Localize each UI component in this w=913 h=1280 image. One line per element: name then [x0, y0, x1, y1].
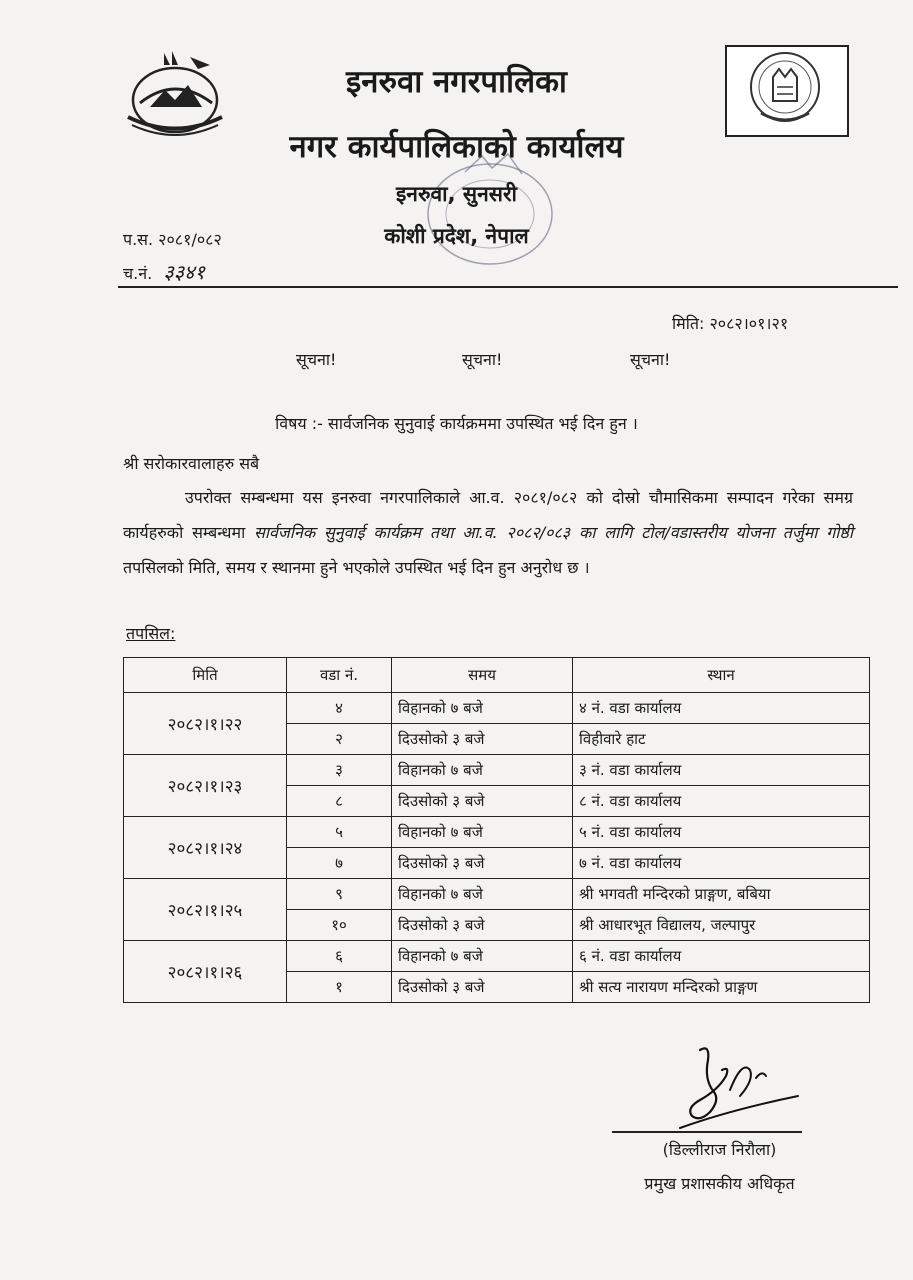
schedule-label: तपसिल: — [126, 624, 176, 643]
schedule-table — [123, 657, 870, 1003]
header-divider — [118, 286, 898, 288]
notice-heading-3: सूचना! — [630, 350, 671, 369]
signatory-name: (डिल्लीराज निरौला) — [662, 1140, 777, 1159]
body-text-italic: सार्वजनिक सुनुवाई कार्यक्रम तथा आ.व. २०८२/०८३ का लागि टोल/वडास्तरीय योजना तर्जुमा गोष्ठी — [254, 523, 853, 542]
reference-ps — [123, 228, 222, 250]
cell-ward: ७ — [287, 848, 392, 879]
body-text-1: उपरोक्त सम्बन्धमा यस इनरुवा नगरपालिकाले आ.व. २०८१/०८२ को दोस्रो चौमासिकमा सम्पादन गरेका समग्र कार्यहरुको सम्बन्धमा — [123, 488, 853, 542]
notice-heading-2: सूचना! — [462, 350, 503, 369]
cell-date: २०८२।१।२२ — [124, 693, 287, 755]
cn-value: ३३४१ — [163, 260, 205, 284]
ps-label: प.स. — [123, 230, 154, 249]
header-time: समय — [392, 658, 573, 693]
salutation: श्री सरोकारवालाहरु सबै — [123, 454, 260, 473]
cell-time: दिउसोको ३ बजे — [392, 724, 573, 755]
subject-line: विषय :- सार्वजनिक सुनुवाई कार्यक्रममा उपस्थित भई दिन हुन । — [275, 414, 638, 433]
office-stamp — [410, 152, 570, 272]
signature-line — [612, 1131, 802, 1133]
letter-date: मिति: २०८२।०१।२१ — [672, 314, 789, 333]
cell-time: दिउसोको ३ बजे — [392, 910, 573, 941]
cell-date: २०८२।१।२४ — [124, 817, 287, 879]
cell-ward: ४ — [287, 693, 392, 724]
body-paragraph — [123, 480, 853, 585]
ps-value: २०८१/०८२ — [158, 230, 222, 249]
cell-ward: ३ — [287, 755, 392, 786]
address-line-1: इनरुवा, सुनसरी — [395, 182, 517, 206]
header-ward: वडा नं. — [287, 658, 392, 693]
header-place: स्थान — [573, 658, 870, 693]
municipality-name: इनरुवा नगरपालिका — [346, 64, 567, 100]
cell-place: ७ नं. वडा कार्यालय — [573, 848, 870, 879]
cell-place: ४ नं. वडा कार्यालय — [573, 693, 870, 724]
cell-place: श्री भगवती मन्दिरको प्राङ्गण, बबिया — [573, 879, 870, 910]
cell-ward: २ — [287, 724, 392, 755]
signature — [670, 1040, 800, 1130]
table-row — [124, 755, 870, 786]
table-header-row — [124, 658, 870, 693]
cell-date: २०८२।१।२३ — [124, 755, 287, 817]
cell-time: विहानको ७ बजे — [392, 879, 573, 910]
table-row — [124, 879, 870, 910]
cell-place: विहीवारे हाट — [573, 724, 870, 755]
header-date: मिति — [124, 658, 287, 693]
cn-label: च.नं. — [123, 264, 153, 283]
table-row — [124, 693, 870, 724]
cell-time: विहानको ७ बजे — [392, 941, 573, 972]
cell-time: विहानको ७ बजे — [392, 693, 573, 724]
signatory-title: प्रमुख प्रशासकीय अधिकृत — [644, 1174, 795, 1193]
reference-cn — [123, 258, 205, 285]
table-row — [124, 817, 870, 848]
address-line-2: कोशी प्रदेश, नेपाल — [384, 224, 529, 248]
cell-ward: ९ — [287, 879, 392, 910]
cell-place: ३ नं. वडा कार्यालय — [573, 755, 870, 786]
cell-ward: १ — [287, 972, 392, 1003]
notice-heading-1: सूचना! — [296, 350, 337, 369]
cell-time: विहानको ७ बजे — [392, 755, 573, 786]
cell-date: २०८२।१।२५ — [124, 879, 287, 941]
office-name: नगर कार्यपालिकाको कार्यालय — [289, 129, 624, 165]
cell-time: विहानको ७ बजे — [392, 817, 573, 848]
cell-ward: १० — [287, 910, 392, 941]
cell-ward: ८ — [287, 786, 392, 817]
table-row — [124, 941, 870, 972]
cell-place: श्री सत्य नारायण मन्दिरको प्राङ्गण — [573, 972, 870, 1003]
cell-ward: ५ — [287, 817, 392, 848]
body-text-2: तपसिलको मिति, समय र स्थानमा हुने भएकोले उपस्थित भई दिन हुन अनुरोध छ । — [123, 558, 590, 577]
cell-time: दिउसोको ३ बजे — [392, 786, 573, 817]
cell-time: दिउसोको ३ बजे — [392, 848, 573, 879]
cell-place: ६ नं. वडा कार्यालय — [573, 941, 870, 972]
cell-time: दिउसोको ३ बजे — [392, 972, 573, 1003]
cell-place: ५ नं. वडा कार्यालय — [573, 817, 870, 848]
cell-place: ८ नं. वडा कार्यालय — [573, 786, 870, 817]
cell-ward: ६ — [287, 941, 392, 972]
cell-place: श्री आधारभूत विद्यालय, जल्पापुर — [573, 910, 870, 941]
cell-date: २०८२।१।२६ — [124, 941, 287, 1003]
